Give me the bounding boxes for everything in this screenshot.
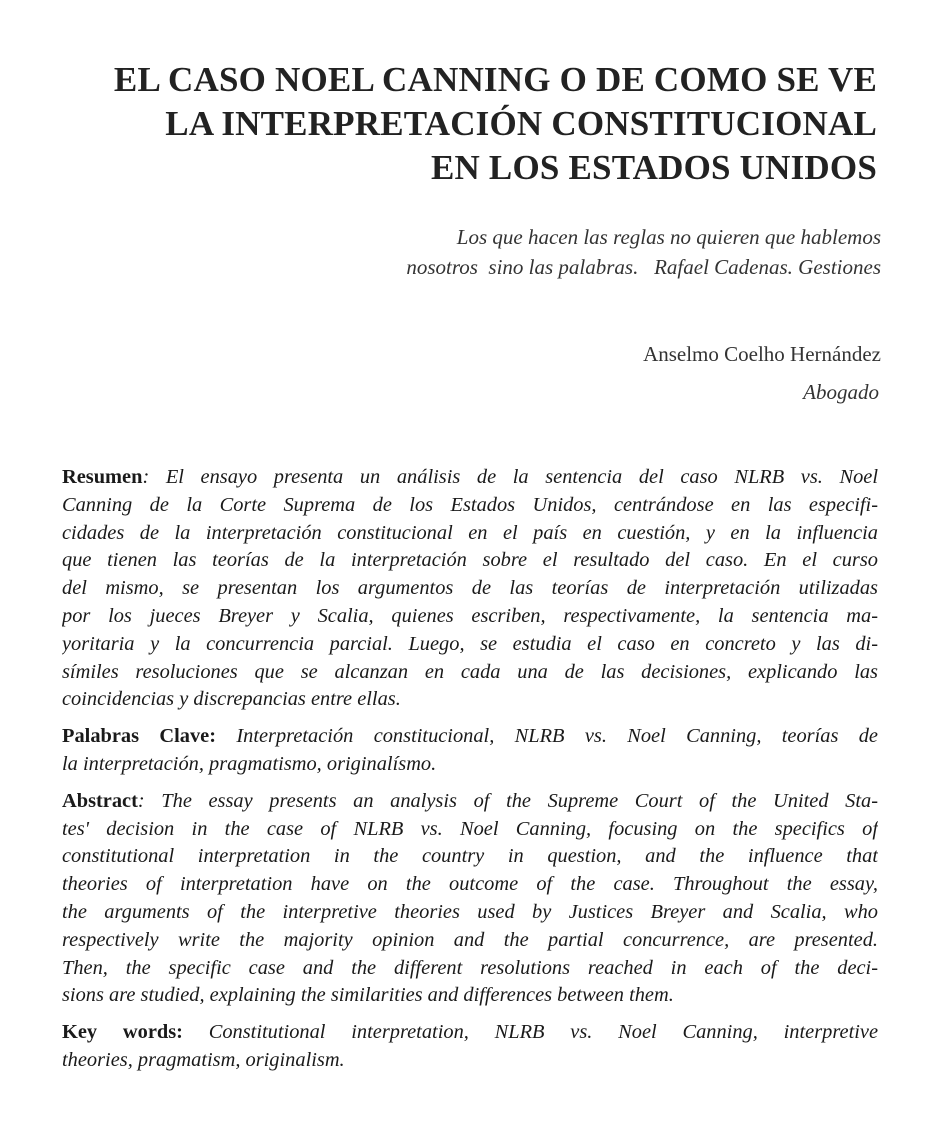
resumen-line-9: coincidencias y discrepancias entre ellas.	[62, 688, 401, 711]
palabras-clave-text-1: Interpretación constitucional, NLRB vs. Noel Canning, teorías de	[216, 725, 878, 748]
title-line-3: EN LOS ESTADOS UNIDOS	[430, 148, 877, 187]
resumen-label: Resumen	[62, 466, 143, 488]
key-words-label: Key words:	[62, 1021, 183, 1044]
article-title	[57, 58, 877, 190]
resumen-paragraph	[62, 464, 878, 714]
author-name: Anselmo Coelho Hernández	[643, 342, 881, 366]
resumen-line-2: Canning de la Corte Suprema de los Estados Unidos, centrándose en las especifi-	[62, 493, 878, 516]
palabras-clave-paragraph	[62, 723, 878, 779]
resumen-line-5: del mismo, se presentan los argumentos de las teorías de interpretación utilizadas	[62, 577, 878, 600]
resumen-line-7: yoritaria y la concurrencia parcial. Luego, se estudia el caso en concreto y las di-	[62, 632, 878, 655]
epigraph-line-1: Los que hacen las reglas no quieren que hablemos	[456, 225, 881, 249]
key-words-text-1: Constitutional interpretation, NLRB vs. Noel Canning, interpretive	[182, 1021, 878, 1044]
resumen-line-4: que tienen las teorías de la interpretación sobre el resultado del caso. En el curso	[62, 549, 878, 572]
abstract-text-1: : The essay presents an analysis of the Supreme Court of the United Sta-	[137, 789, 878, 812]
key-words-paragraph	[62, 1019, 878, 1075]
resumen-text-1: : El ensayo presenta un análisis de la sentencia del caso NLRB vs. Noel	[142, 466, 878, 488]
key-words-line-1	[62, 1019, 878, 1047]
abstract-section	[62, 464, 878, 1084]
author-role: Abogado	[803, 380, 879, 404]
epigraph-line-2: nosotros sino las palabras. Rafael Cadenas. Gestiones	[406, 255, 881, 279]
title-line-2: LA INTERPRETACIÓN CONSTITUCIONAL	[165, 104, 877, 143]
palabras-clave-line-1	[62, 723, 878, 751]
abstract-line-8: sions are studied, explaining the similarities and differences between them.	[62, 984, 674, 1007]
abstract-line-2: tes' decision in the case of NLRB vs. Noel Canning, focusing on the specifics of	[62, 817, 878, 840]
abstract-line-7: Then, the specific case and the different resolutions reached in each of the deci-	[62, 956, 878, 979]
abstract-line-1	[62, 788, 878, 816]
resumen-line-1	[62, 464, 878, 492]
abstract-line-6: respectively write the majority opinion and the partial concurrence, are presented.	[62, 928, 878, 951]
epigraph	[181, 222, 881, 282]
key-words-line-2: theories, pragmatism, originalism.	[62, 1048, 345, 1071]
palabras-clave-line-2: la interpretación, pragmatismo, originalísmo.	[62, 752, 437, 775]
resumen-line-3: cidades de la interpretación constitucional en el país en cuestión, y en la influencia	[62, 521, 878, 544]
abstract-paragraph	[62, 788, 878, 1010]
title-line-1: EL CASO NOEL CANNING O DE COMO SE VE	[113, 60, 877, 99]
resumen-line-8: símiles resoluciones que se alcanzan en cada una de las decisiones, explicando las	[62, 660, 878, 683]
abstract-line-3: constitutional interpretation in the country in question, and the influence that	[62, 845, 878, 868]
resumen-line-6: por los jueces Breyer y Scalia, quienes escriben, respectivamente, la sentencia ma-	[62, 604, 878, 627]
abstract-line-4: theories of interpretation have on the outcome of the case. Throughout the essay,	[62, 873, 878, 896]
abstract-line-5: the arguments of the interpretive theories used by Justices Breyer and Scalia, who	[62, 900, 878, 923]
palabras-clave-label: Palabras Clave:	[62, 725, 216, 748]
abstract-label: Abstract	[62, 789, 138, 812]
